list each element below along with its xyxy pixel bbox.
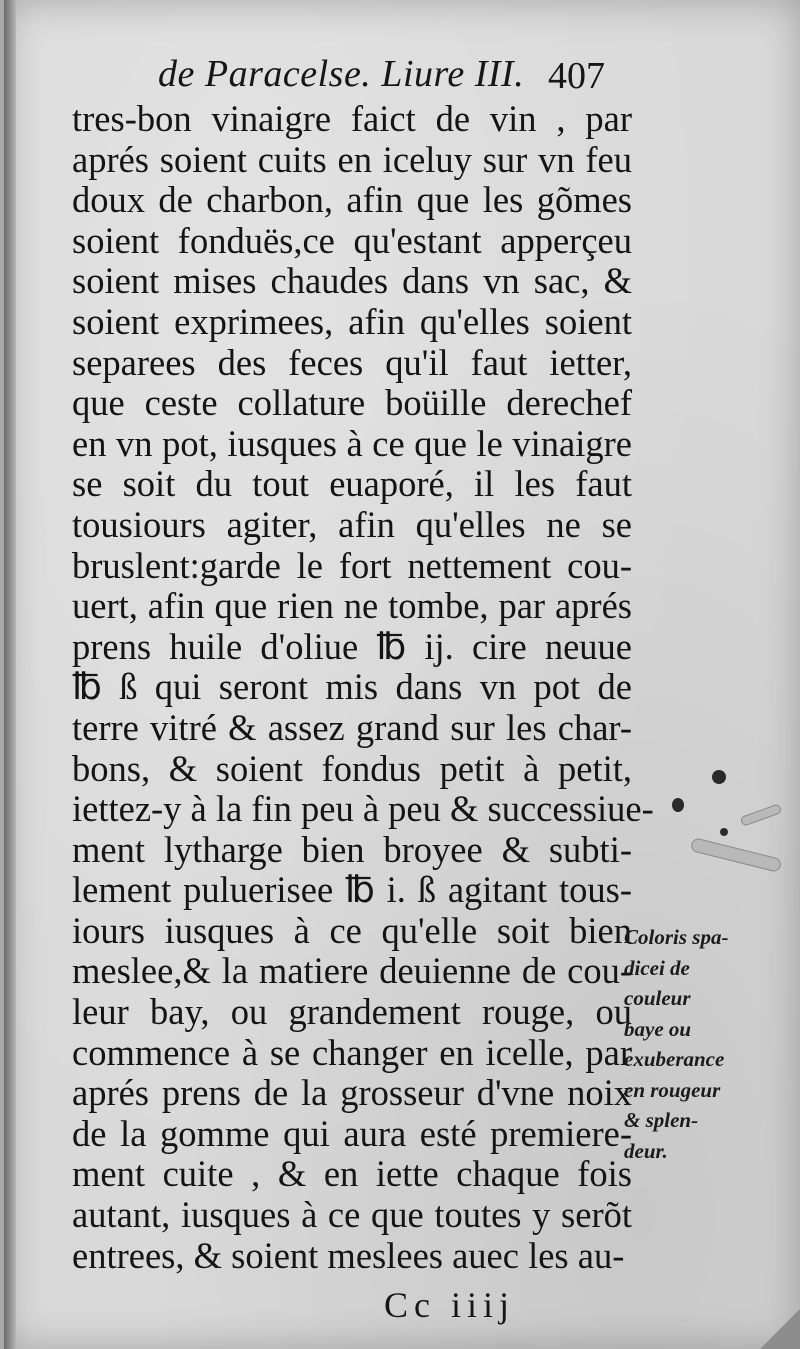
text-line: soient mises chaudes dans vn sac, &	[72, 260, 632, 302]
ink-spot	[672, 798, 684, 812]
margin-note-line: deur.	[624, 1138, 668, 1163]
text-line: leur bay, ou grandement rouge, ou	[72, 991, 632, 1033]
ink-spot	[712, 770, 726, 784]
text-line: meslee,& la matiere deuienne de cou-	[72, 950, 632, 992]
text-line: en vn pot, iusques à ce que le vinaigre	[72, 422, 632, 464]
page-number: 407	[548, 55, 605, 97]
text-line: commence à se changer en icelle, par	[72, 1031, 632, 1073]
margin-note-line: Coloris spa-	[624, 925, 729, 949]
text-line: iettez-y à la fin peu à peu & successiue-	[72, 788, 654, 830]
text-line: soient exprimees, afin qu'elles soient	[72, 300, 632, 342]
text-line: soient fonduës,ce qu'estant apperçeu	[72, 219, 632, 261]
margin-note-line: dicei de	[624, 955, 690, 980]
margin-note-line: en rougeur	[624, 1077, 721, 1102]
margin-note	[624, 922, 764, 1166]
text-line: tres-bon vinaigre faict de vin , par	[72, 98, 632, 139]
text-line: prens huile d'oliue ℔ ij. cire neuue	[72, 625, 632, 667]
text-line: bruslent:garde le fort nettement cou-	[72, 544, 632, 586]
text-line: aprés prens de la grosseur d'vne noix	[72, 1072, 632, 1114]
text-line: doux de charbon, afin que les gõmes	[72, 179, 632, 221]
text-line: bons, & soient fondus petit à petit,	[72, 747, 632, 789]
text-line: ment cuite , & en iette chaque fois	[72, 1153, 632, 1195]
text-line: que ceste collature boüille derechef	[72, 382, 632, 424]
page-header	[0, 52, 800, 100]
text-line: iours iusques à ce qu'elle soit bien	[72, 909, 632, 951]
page-gutter-shadow	[4, 0, 16, 1349]
running-head: de Paracelse. Liure III.	[158, 53, 525, 95]
text-line: aprés soient cuits en iceluy sur vn feu	[72, 138, 632, 180]
margin-note-line: baye ou	[624, 1016, 692, 1041]
text-line: tousiours agiter, afin qu'elles ne se	[72, 503, 632, 545]
margin-note-line: & splen-	[624, 1108, 699, 1132]
ink-spot	[720, 828, 728, 836]
text-line: se soit du tout euaporé, il les faut	[72, 463, 632, 505]
margin-note-line: exuberance	[624, 1047, 725, 1071]
signature-mark: Cc iiij	[384, 1285, 515, 1325]
text-line: ment lytharge bien broyee & subti-	[72, 828, 632, 870]
text-line: terre vitré & assez grand sur les char-	[72, 706, 632, 748]
text-line: uert, afin que rien ne tombe, par aprés	[72, 585, 632, 627]
text-line: lement puluerisee ℔ i. ß agitant tous-	[72, 869, 632, 911]
margin-note-line: couleur	[624, 986, 691, 1010]
text-line: entrees, & soient meslees auec les au-	[72, 1234, 625, 1276]
page-corner	[760, 1309, 800, 1349]
text-line: autant, iusques à ce que toutes y serõt	[72, 1194, 632, 1236]
text-line: ℔ ß qui seront mis dans vn pot de	[72, 666, 632, 708]
text-line: separees des feces qu'il faut ietter,	[72, 341, 632, 383]
text-line: de la gomme qui aura esté premiere-	[72, 1112, 632, 1154]
